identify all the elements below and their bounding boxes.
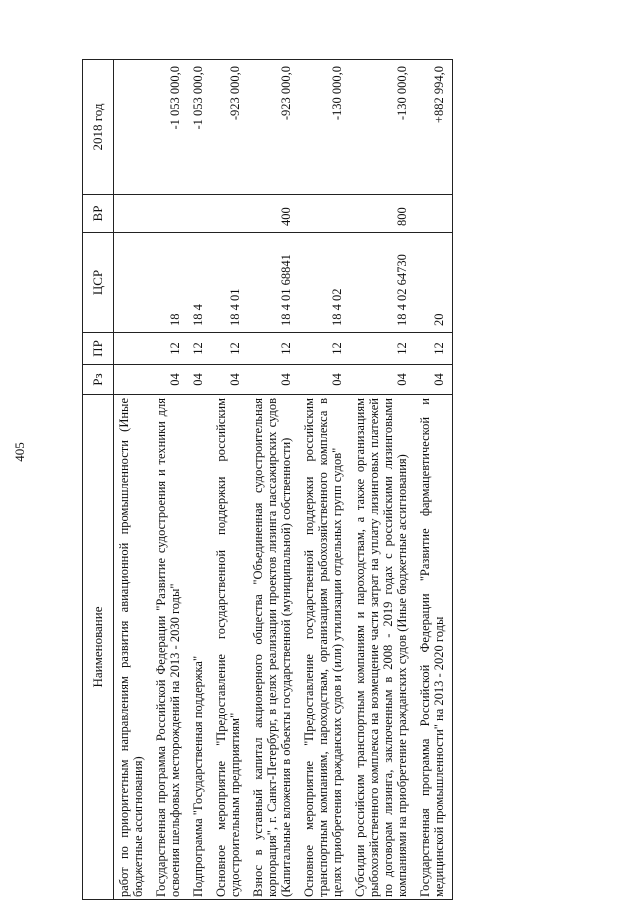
row-value: -923 000,0 (211, 60, 248, 195)
row-rz: 04 (299, 365, 350, 395)
row-name: работ по приоритетным направлениям развития авиационной промышленности (Иные бюджетные ассигнования) (114, 395, 152, 900)
header-rz: Рз (83, 365, 114, 395)
row-value (114, 60, 152, 195)
row-pr: 12 (188, 333, 211, 365)
row-name: Подпрограмма "Государственная поддержка" (188, 395, 211, 900)
row-rz: 04 (350, 365, 415, 395)
header-year: 2018 год (83, 60, 114, 195)
row-vr: 800 (350, 195, 415, 233)
row-pr: 12 (350, 333, 415, 365)
rotated-page (82, 60, 612, 900)
budget-table-wrapper (82, 60, 612, 900)
table-row (114, 60, 152, 900)
row-vr (114, 195, 152, 233)
table-row (188, 60, 211, 900)
row-rz: 04 (211, 365, 248, 395)
row-rz: 04 (248, 365, 299, 395)
table-row (415, 60, 453, 900)
table-row (151, 60, 188, 900)
row-name: Субсидии российским транспортным компаниям и пароходствам, а также организациям рыбохозяйственного комплекса на возмещение части затрат на уплату лизинговых платежей по договорам лизинга, заключенным в 2008 - 2019 годах с российскими лизинговыми компаниями на приобретение гражданских судов (Иные бюджетные ассигнования) (350, 395, 415, 900)
row-csr: 18 4 02 64730 (350, 233, 415, 333)
table-row (299, 60, 350, 900)
row-value: -130 000,0 (350, 60, 415, 195)
table-header-row (83, 60, 114, 900)
row-csr: 18 4 02 (299, 233, 350, 333)
row-rz: 04 (415, 365, 453, 395)
row-vr (415, 195, 453, 233)
row-vr (211, 195, 248, 233)
row-name: Взнос в уставный капитал акционерного общества "Объединенная судостроительная корпорация", г. Санкт-Петербург, в целях реализации проектов лизинга пассажирских судов (Капитальные вложения в объекты государственной (муниципальной) собственности) (248, 395, 299, 900)
row-rz: 04 (151, 365, 188, 395)
row-value: +882 994,0 (415, 60, 453, 195)
row-pr: 12 (415, 333, 453, 365)
row-value: -1 053 000,0 (188, 60, 211, 195)
row-value: -1 053 000,0 (151, 60, 188, 195)
row-csr: 18 4 (188, 233, 211, 333)
row-name: Основное мероприятие "Предоставление государственной поддержки российским транспортным компаниям, пароходствам, организациям рыбохозяйственного комплекса в целях приобретения гражданских судов и (или) утилизации отдельных групп судов" (299, 395, 350, 900)
row-csr: 18 4 01 (211, 233, 248, 333)
budget-table (82, 59, 453, 900)
row-name: Государственная программа Российской Федерации "Развитие фармацевтической и медицинской промышленности" на 2013 - 2020 годы (415, 395, 453, 900)
row-name: Государственная программа Российской Федерации "Развитие судостроения и техники для освоения шельфовых месторождений на 2013 - 2030 годы" (151, 395, 188, 900)
row-pr: 12 (248, 333, 299, 365)
row-csr: 18 (151, 233, 188, 333)
row-vr (299, 195, 350, 233)
row-csr (114, 233, 152, 333)
header-vr: ВР (83, 195, 114, 233)
row-name: Основное мероприятие "Предоставление государственной поддержки российским судостроительным предприятиям" (211, 395, 248, 900)
table-row (211, 60, 248, 900)
page-number: 405 (12, 442, 27, 462)
row-vr (151, 195, 188, 233)
row-csr: 18 4 01 68841 (248, 233, 299, 333)
table-row (248, 60, 299, 900)
row-pr: 12 (299, 333, 350, 365)
table-row (350, 60, 415, 900)
row-rz: 04 (188, 365, 211, 395)
row-vr (188, 195, 211, 233)
row-value: -130 000,0 (299, 60, 350, 195)
row-csr: 20 (415, 233, 453, 333)
row-value: -923 000,0 (248, 60, 299, 195)
header-pr: ПР (83, 333, 114, 365)
row-pr: 12 (211, 333, 248, 365)
row-rz (114, 365, 152, 395)
row-pr: 12 (151, 333, 188, 365)
header-csr: ЦСР (83, 233, 114, 333)
row-vr: 400 (248, 195, 299, 233)
header-name: Наименование (83, 395, 114, 900)
row-pr (114, 333, 152, 365)
